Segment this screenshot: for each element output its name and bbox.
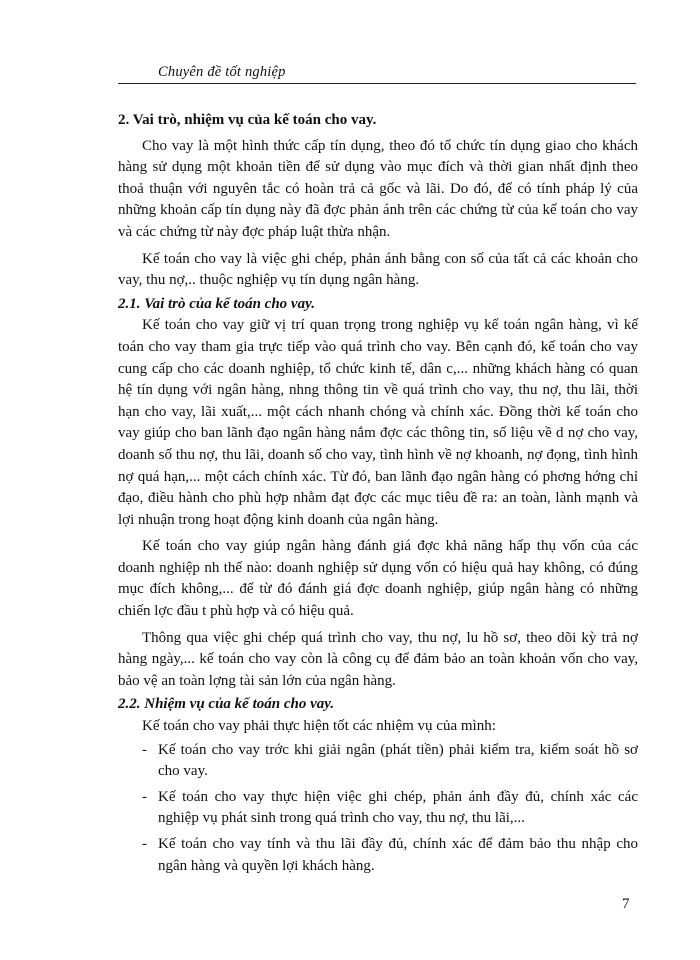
paragraph: Cho vay là một hình thức cấp tín dụng, theo đó tổ chức tín dụng giao cho khách hàng sử dụng một khoản tiền để sử dụng vào mục đích và thời gian nhất định theo thoả thuận với nguyên tắc có hoàn trả cả gốc và lãi. Do đó, để có tính pháp lý của những khoản cấp tín dụng này đã đợc phản ánh trên các chứng từ của kế toán cho vay và các chứng từ này đợc pháp luật thừa nhận. <box>118 137 638 240</box>
duty-list <box>118 740 638 878</box>
dash-bullet: - <box>142 741 147 758</box>
list-intro: Kế toán cho vay phải thực hiện tốt các nhiệm vụ của mình: <box>142 718 496 735</box>
dash-bullet: - <box>142 836 147 852</box>
list-item-text: Kế toán cho vay trớc khi giải ngân (phát tiền) phải kiểm tra, kiểm soát hồ sơ cho vay. <box>158 741 638 780</box>
dash-bullet: - <box>142 788 147 805</box>
paragraph: Kế toán cho vay giúp ngân hàng đánh giá đợc khả năng hấp thụ vốn của các doanh nghiệp nh thế nào: doanh nghiệp sử dụng vốn có hiệu quả hay không, có đúng mục đích không,... để từ đó đánh giá đợc doanh nghiệp, giúp ngân hàng có những chiến lợc đầu t phù hợp và có hiệu quả. <box>118 538 638 620</box>
document-body <box>118 110 638 881</box>
list-item-text: Kế toán cho vay thực hiện việc ghi chép, phản ánh đầy đủ, chính xác các nghiệp vụ phát sinh trong quá trình cho vay, thu nợ, thu lãi,... <box>158 788 638 827</box>
page-header <box>118 64 636 84</box>
section-heading: 2. Vai trò, nhiệm vụ của kế toán cho vay. <box>118 112 377 128</box>
list-item <box>118 740 638 783</box>
paragraph: Thông qua việc ghi chép quá trình cho vay, thu nợ, lu hồ sơ, theo dõi kỳ trả nợ hàng ngày,... kế toán cho vay còn là công cụ để đảm bảo an toàn khoản vốn cho vay, bảo vệ an toàn lợng tài sản lớn của ngân hàng. <box>118 629 638 689</box>
list-item-text: Kế toán cho vay tính và thu lãi đầy đủ, chính xác để đảm bảo thu nhập cho ngân hàng và quyền lợi khách hàng. <box>158 836 638 874</box>
paragraph: Kế toán cho vay giữ vị trí quan trọng trong nghiệp vụ kế toán ngân hàng, vì kế toán cho vay tham gia trực tiếp vào quá trình cho vay. Bên cạnh đó, kế toán cho vay cung cấp cho các doanh nghiệp, tổ chức kinh tế, dân c,... những khách hàng có quan hệ tín dụng với ngân hàng, nhng thông tin về quá trình cho vay, thu nợ, thu lãi, thời hạn cho vay, lãi xuất,... một cách nhanh chóng và chính xác. Đồng thời kế toán cho vay giúp cho ban lãnh đạo ngân hàng nắm đợc các thông tin, số liệu về d nợ cho vay, doanh số thu nợ, thu lãi, doanh số cho vay, tình hình về nợ khoanh, nợ đọng, tình hình nợ quá hạn,... một cách chính xác. Từ đó, ban lãnh đạo ngân hàng có phơng hớng chỉ đạo, điều hành cho phù hợp nhằm đạt đợc các mục tiêu đề ra: an toàn, lành mạnh và lợi nhuận trong hoạt động kinh doanh của ngân hàng. <box>118 317 638 528</box>
page-number: 7 <box>622 896 630 912</box>
paragraph: Kế toán cho vay là việc ghi chép, phản ánh bằng con số của tất cả các khoản cho vay, thu nợ,.. thuộc nghiệp vụ tín dụng ngân hàng. <box>118 250 638 289</box>
list-item <box>118 834 638 877</box>
header-title: Chuyên đề tốt nghiệp <box>158 64 286 80</box>
subsection-heading: 2.1. Vai trò của kế toán cho vay. <box>118 295 315 312</box>
subsection-heading: 2.2. Nhiệm vụ của kế toán cho vay. <box>118 696 335 713</box>
list-item <box>118 787 638 830</box>
